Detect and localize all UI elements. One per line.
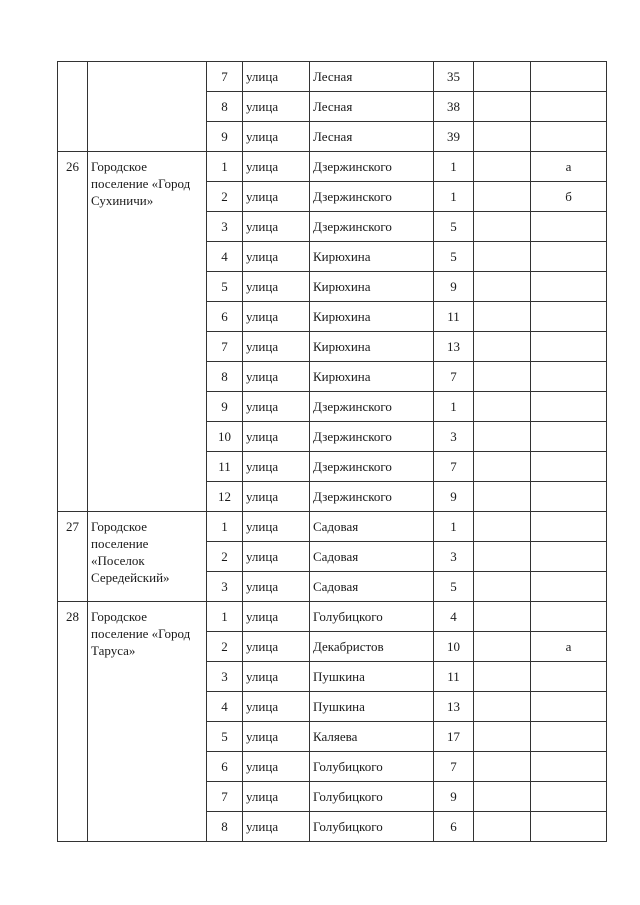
row-number-cell: 10: [207, 422, 243, 452]
street-name-cell: Лесная: [310, 62, 434, 92]
building-cell: [474, 452, 531, 482]
row-number-cell: 5: [207, 272, 243, 302]
row-number-cell: 2: [207, 182, 243, 212]
letter-cell: [531, 392, 607, 422]
settlement-name-cell: [88, 62, 207, 152]
table-row: [58, 602, 607, 632]
row-number-cell: 6: [207, 302, 243, 332]
letter-cell: [531, 482, 607, 512]
street-name-cell: Кирюхина: [310, 242, 434, 272]
house-number-cell: 38: [434, 92, 474, 122]
settlement-name-line: поселение «Город: [91, 626, 191, 641]
street-type-cell: улица: [243, 572, 310, 602]
building-cell: [474, 722, 531, 752]
house-number-cell: 9: [434, 782, 474, 812]
street-name-cell: Кирюхина: [310, 362, 434, 392]
street-type-cell: улица: [243, 152, 310, 182]
letter-cell: [531, 512, 607, 542]
settlement-name-line: поселение: [91, 536, 149, 551]
address-table: [57, 61, 607, 842]
street-name-cell: Голубицкого: [310, 752, 434, 782]
street-name-cell: Голубицкого: [310, 812, 434, 842]
street-type-cell: улица: [243, 212, 310, 242]
street-type-cell: улица: [243, 92, 310, 122]
building-cell: [474, 62, 531, 92]
building-cell: [474, 632, 531, 662]
street-type-cell: улица: [243, 752, 310, 782]
letter-cell: [531, 362, 607, 392]
building-cell: [474, 212, 531, 242]
letter-cell: [531, 572, 607, 602]
letter-cell: [531, 752, 607, 782]
row-number-cell: 8: [207, 812, 243, 842]
letter-cell: а: [531, 152, 607, 182]
building-cell: [474, 392, 531, 422]
street-name-cell: Кирюхина: [310, 272, 434, 302]
building-cell: [474, 92, 531, 122]
street-type-cell: улица: [243, 782, 310, 812]
building-cell: [474, 182, 531, 212]
street-type-cell: улица: [243, 662, 310, 692]
street-type-cell: улица: [243, 692, 310, 722]
house-number-cell: 1: [434, 182, 474, 212]
street-name-cell: Лесная: [310, 92, 434, 122]
building-cell: [474, 542, 531, 572]
house-number-cell: 4: [434, 602, 474, 632]
settlement-name-line: «Поселок: [91, 553, 145, 568]
street-type-cell: улица: [243, 242, 310, 272]
row-number-cell: 4: [207, 242, 243, 272]
settlement-name-cell: [88, 512, 207, 602]
building-cell: [474, 272, 531, 302]
street-type-cell: улица: [243, 602, 310, 632]
street-name-cell: Каляева: [310, 722, 434, 752]
letter-cell: [531, 602, 607, 632]
row-number-cell: 2: [207, 632, 243, 662]
settlement-name-line: поселение «Город: [91, 176, 191, 191]
settlement-name-line: Середейский»: [91, 570, 170, 585]
street-name-cell: Садовая: [310, 542, 434, 572]
row-number-cell: 9: [207, 392, 243, 422]
house-number-cell: 17: [434, 722, 474, 752]
letter-cell: а: [531, 632, 607, 662]
house-number-cell: 13: [434, 692, 474, 722]
row-number-cell: 8: [207, 362, 243, 392]
row-number-cell: 1: [207, 602, 243, 632]
row-number-cell: 8: [207, 92, 243, 122]
letter-cell: [531, 422, 607, 452]
street-type-cell: улица: [243, 302, 310, 332]
letter-cell: [531, 812, 607, 842]
row-number-cell: 6: [207, 752, 243, 782]
house-number-cell: 7: [434, 752, 474, 782]
building-cell: [474, 332, 531, 362]
house-number-cell: 1: [434, 152, 474, 182]
table-row: [58, 62, 607, 92]
letter-cell: [531, 692, 607, 722]
settlement-name-line: Городское: [91, 609, 147, 624]
street-type-cell: улица: [243, 272, 310, 302]
house-number-cell: 39: [434, 122, 474, 152]
letter-cell: [531, 92, 607, 122]
house-number-cell: 9: [434, 482, 474, 512]
letter-cell: [531, 452, 607, 482]
row-number-cell: 3: [207, 572, 243, 602]
street-type-cell: улица: [243, 362, 310, 392]
street-name-cell: Пушкина: [310, 662, 434, 692]
street-name-cell: Голубицкого: [310, 782, 434, 812]
house-number-cell: 1: [434, 392, 474, 422]
building-cell: [474, 152, 531, 182]
letter-cell: [531, 722, 607, 752]
street-name-cell: Садовая: [310, 572, 434, 602]
street-name-cell: Декабристов: [310, 632, 434, 662]
street-name-cell: Дзержинского: [310, 392, 434, 422]
street-type-cell: улица: [243, 122, 310, 152]
letter-cell: [531, 272, 607, 302]
letter-cell: [531, 542, 607, 572]
settlement-name-line: Городское: [91, 159, 147, 174]
building-cell: [474, 752, 531, 782]
building-cell: [474, 242, 531, 272]
letter-cell: [531, 242, 607, 272]
settlement-number-cell: [58, 62, 88, 152]
street-name-cell: Пушкина: [310, 692, 434, 722]
letter-cell: [531, 662, 607, 692]
street-name-cell: Дзержинского: [310, 452, 434, 482]
street-type-cell: улица: [243, 512, 310, 542]
row-number-cell: 5: [207, 722, 243, 752]
settlement-number-cell: 26: [58, 152, 88, 512]
building-cell: [474, 782, 531, 812]
building-cell: [474, 692, 531, 722]
settlement-name-cell: [88, 152, 207, 512]
building-cell: [474, 602, 531, 632]
row-number-cell: 3: [207, 662, 243, 692]
house-number-cell: 5: [434, 572, 474, 602]
letter-cell: [531, 212, 607, 242]
letter-cell: [531, 782, 607, 812]
street-type-cell: улица: [243, 722, 310, 752]
street-name-cell: Дзержинского: [310, 482, 434, 512]
row-number-cell: 7: [207, 782, 243, 812]
settlement-number-cell: 27: [58, 512, 88, 602]
letter-cell: [531, 62, 607, 92]
street-type-cell: улица: [243, 482, 310, 512]
street-name-cell: Лесная: [310, 122, 434, 152]
building-cell: [474, 362, 531, 392]
row-number-cell: 11: [207, 452, 243, 482]
building-cell: [474, 662, 531, 692]
street-type-cell: улица: [243, 542, 310, 572]
row-number-cell: 4: [207, 692, 243, 722]
street-type-cell: улица: [243, 182, 310, 212]
street-type-cell: улица: [243, 422, 310, 452]
house-number-cell: 13: [434, 332, 474, 362]
table-row: [58, 512, 607, 542]
house-number-cell: 11: [434, 302, 474, 332]
building-cell: [474, 122, 531, 152]
settlement-name-line: Сухиничи»: [91, 193, 154, 208]
building-cell: [474, 302, 531, 332]
street-name-cell: Кирюхина: [310, 332, 434, 362]
house-number-cell: 11: [434, 662, 474, 692]
row-number-cell: 7: [207, 332, 243, 362]
letter-cell: [531, 122, 607, 152]
street-type-cell: улица: [243, 332, 310, 362]
row-number-cell: 12: [207, 482, 243, 512]
street-name-cell: Кирюхина: [310, 302, 434, 332]
letter-cell: б: [531, 182, 607, 212]
letter-cell: [531, 332, 607, 362]
street-name-cell: Дзержинского: [310, 182, 434, 212]
settlement-number-cell: 28: [58, 602, 88, 842]
house-number-cell: 7: [434, 452, 474, 482]
street-type-cell: улица: [243, 632, 310, 662]
building-cell: [474, 482, 531, 512]
house-number-cell: 5: [434, 242, 474, 272]
settlement-name-line: Таруса»: [91, 643, 136, 658]
row-number-cell: 2: [207, 542, 243, 572]
row-number-cell: 3: [207, 212, 243, 242]
street-name-cell: Дзержинского: [310, 422, 434, 452]
street-type-cell: улица: [243, 452, 310, 482]
row-number-cell: 1: [207, 152, 243, 182]
house-number-cell: 10: [434, 632, 474, 662]
row-number-cell: 1: [207, 512, 243, 542]
table-row: [58, 152, 607, 182]
street-name-cell: Дзержинского: [310, 152, 434, 182]
house-number-cell: 3: [434, 422, 474, 452]
building-cell: [474, 512, 531, 542]
house-number-cell: 35: [434, 62, 474, 92]
house-number-cell: 6: [434, 812, 474, 842]
building-cell: [474, 422, 531, 452]
settlement-name-line: Городское: [91, 519, 147, 534]
letter-cell: [531, 302, 607, 332]
row-number-cell: 7: [207, 62, 243, 92]
address-table-body: [58, 62, 607, 842]
house-number-cell: 7: [434, 362, 474, 392]
street-type-cell: улица: [243, 812, 310, 842]
street-type-cell: улица: [243, 62, 310, 92]
street-name-cell: Садовая: [310, 512, 434, 542]
street-type-cell: улица: [243, 392, 310, 422]
house-number-cell: 1: [434, 512, 474, 542]
house-number-cell: 3: [434, 542, 474, 572]
house-number-cell: 9: [434, 272, 474, 302]
house-number-cell: 5: [434, 212, 474, 242]
settlement-name-cell: [88, 602, 207, 842]
building-cell: [474, 572, 531, 602]
street-name-cell: Голубицкого: [310, 602, 434, 632]
row-number-cell: 9: [207, 122, 243, 152]
building-cell: [474, 812, 531, 842]
street-name-cell: Дзержинского: [310, 212, 434, 242]
